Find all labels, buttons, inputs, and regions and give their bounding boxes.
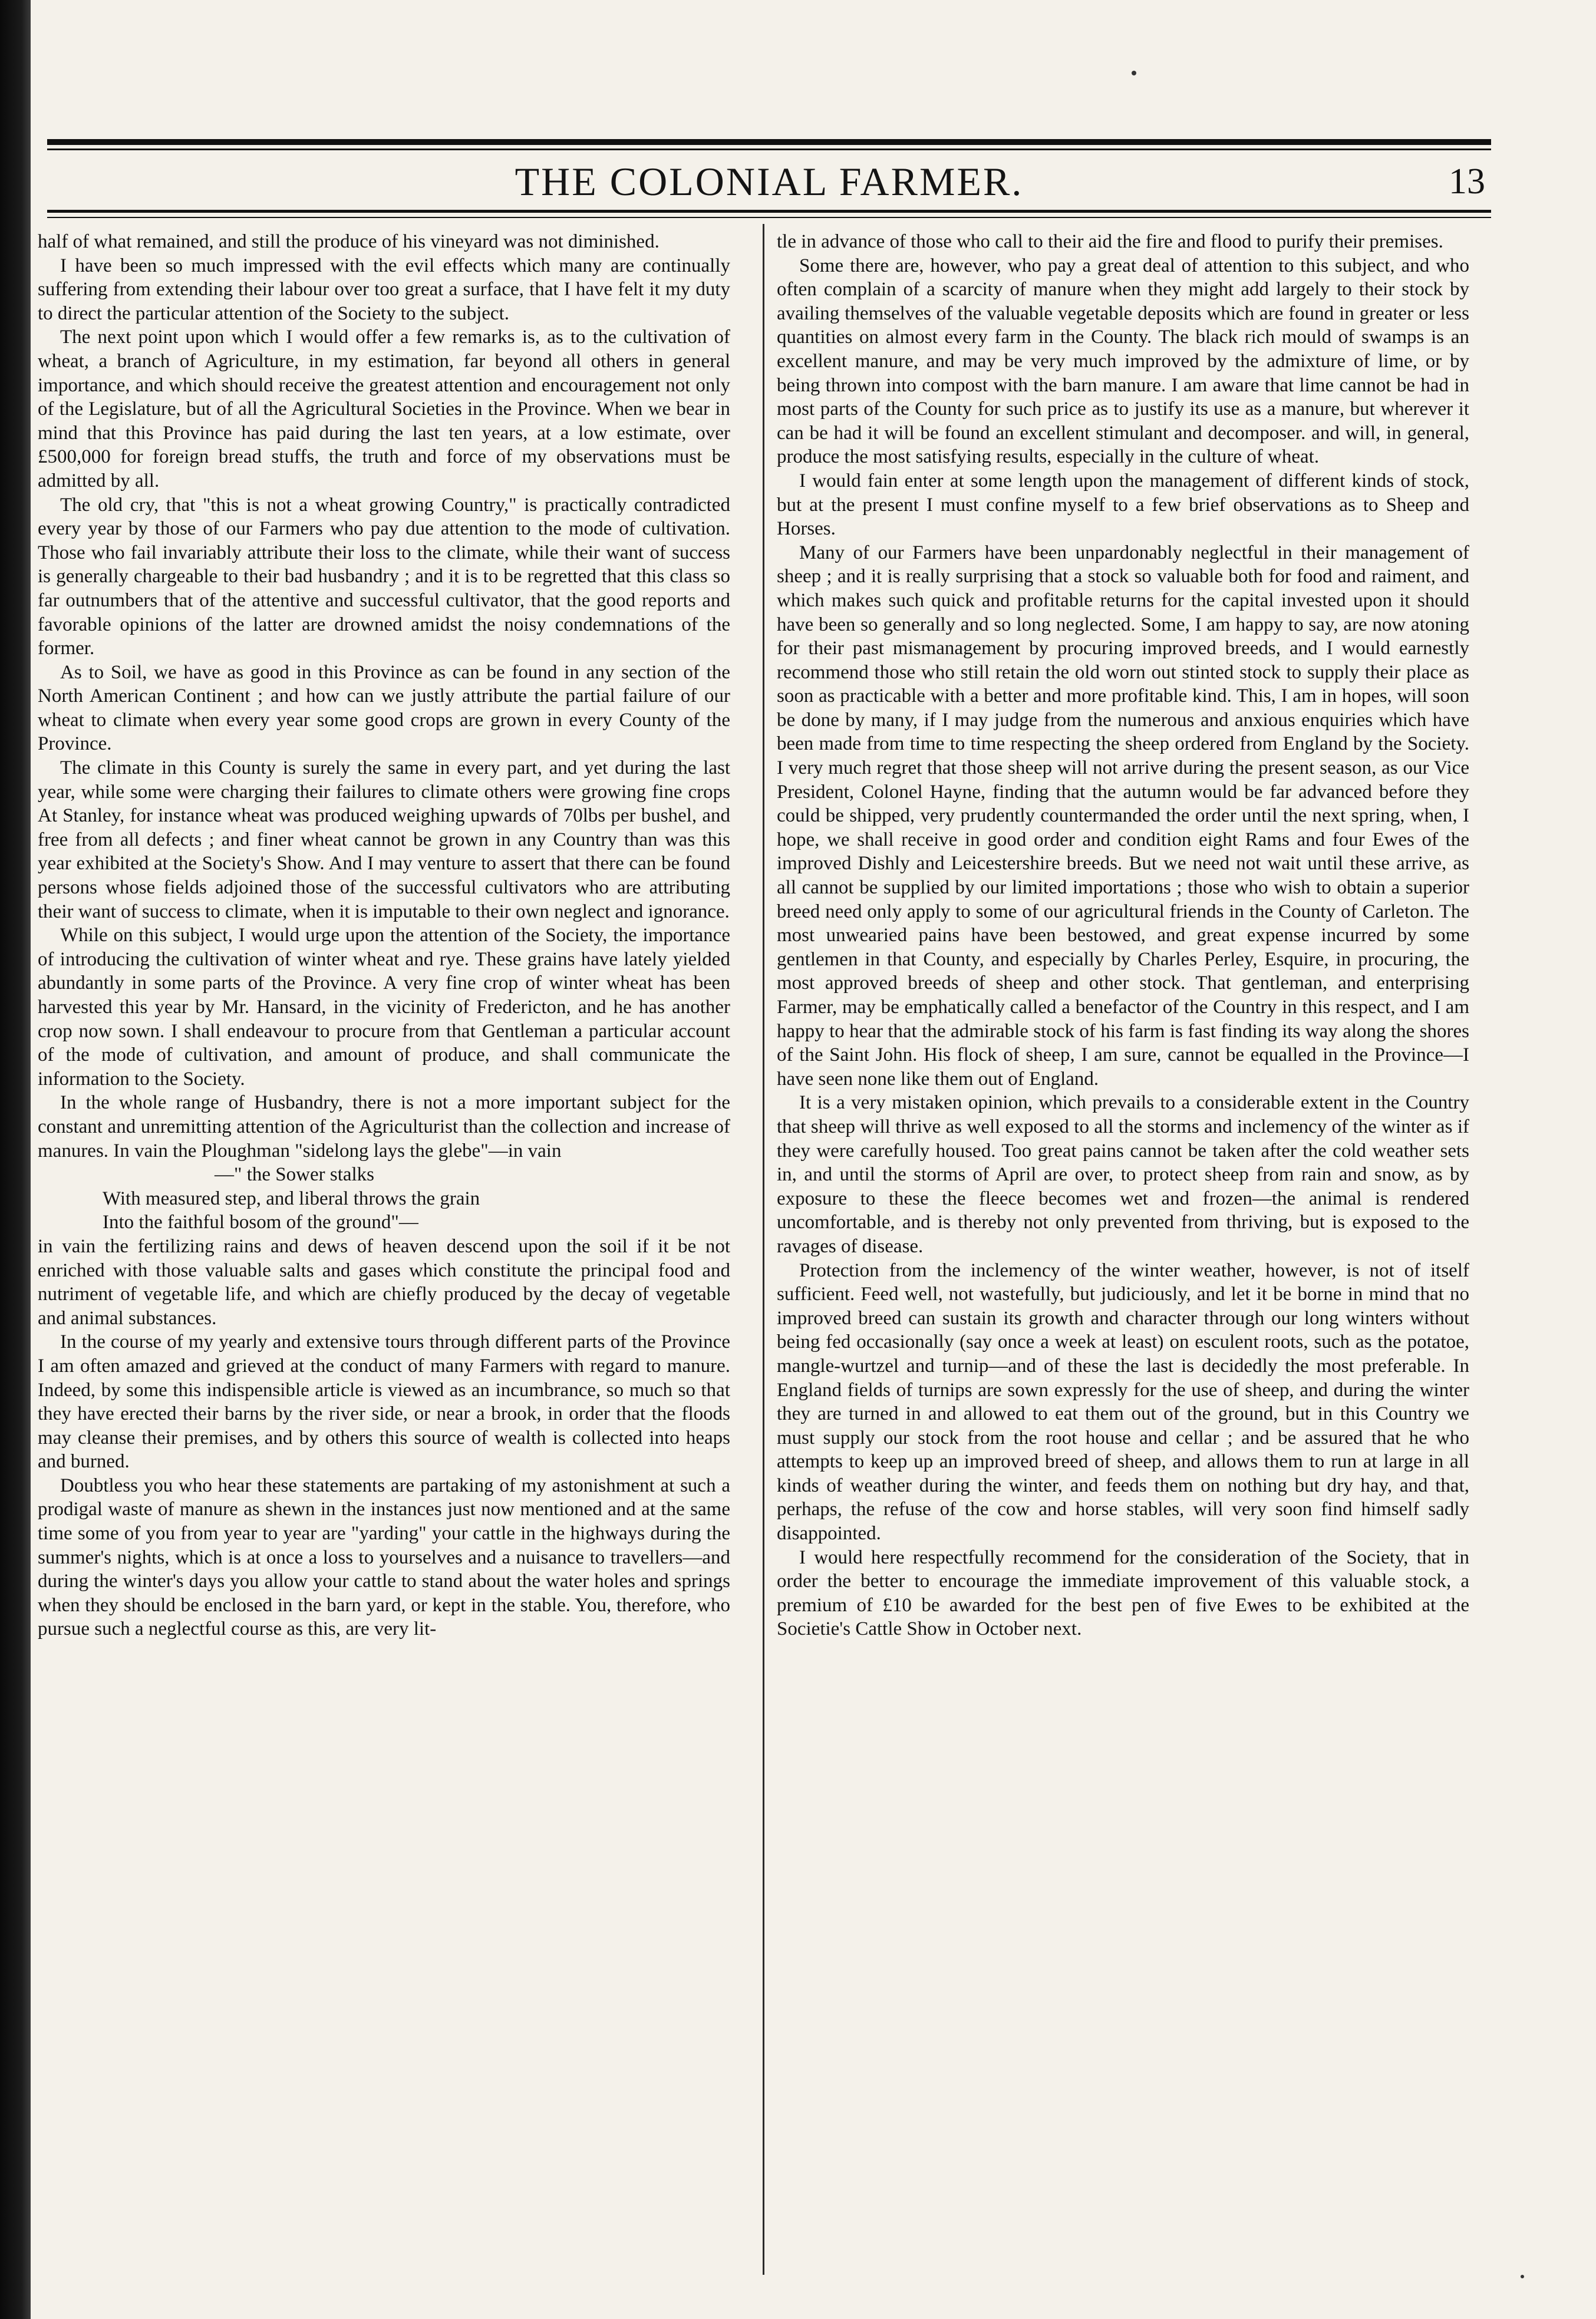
header-rule-thin [47, 149, 1491, 150]
verse-line: With measured step, and liberal throws the grain [103, 1187, 480, 1209]
paragraph: I have been so much impressed with the evil effects which many are continually suffering from extending their labour over too great a surface, that I have felt it my duty to direct the particular attention of the Society to the subject. [38, 255, 730, 324]
paragraph: Protection from the inclemency of the winter weather, however, is not of itself sufficient. Feed well, not wastefully, but judiciously, and let it be borne in mind that no improved breed can sustain its growth and character through our long winters without being fed occasionally (say once a week at least) on esculent roots, such as the potatoe, mangle-wurtzel and turnip—and of these the last is decidedly the most preferable. In England fields of turnips are sown expressly for the use of sheep, and during the winter they are turned in and allowed to eat them out of the ground, but in this Country we must supply our stock from the root house and cellar ; and be assured that he who attempts to keep up an improved breed of sheep, and allows them to run at large in all kinds of weather during the winter, and feeds them on nothing but dry hay, and that, perhaps, the refuse of the cow and horse stables, will very soon find himself sadly disappointed. [777, 1259, 1469, 1545]
paragraph: It is a very mistaken opinion, which prevails to a considerable extent in the Country that sheep will thrive as well exposed to all the storms and inclemency of the winter as if they were carefully housed. Too great pains cannot be taken after the cold weather sets in, and until the storms of April are over, to protect sheep from rain and snow, as by exposure to these the fleece becomes wet and frozen—the animal is rendered uncomfortable, and is thereby not only prevented from thriving, but is exposed to the ravages of disease. [777, 1092, 1469, 1257]
paragraph: The old cry, that "this is not a wheat growing Country," is practically contradicted every year by those of our Farmers who pay due attention to the mode of cultivation. Those who fail invariably attribute their loss to the climate, while their want of success is generally chargeable to their bad husbandry ; and it is to be regretted that this class so far outnumbers that of the attentive and successful cultivator, that the good reports and favorable opinions of the latter are drowned amidst the noisy condemnations of the former. [38, 494, 730, 659]
paragraph: As to Soil, we have as good in this Province as can be found in any section of the North American Continent ; and how can we justly attribute the partial failure of our wheat to climate when every year some good crops are grown in every County of the Province. [38, 661, 730, 755]
paragraph: tle in advance of those who call to their aid the fire and flood to purify their premises. [777, 231, 1443, 252]
page-header [47, 158, 1491, 205]
paragraph: The next point upon which I would offer a few remarks is, as to the cultivation of wheat, a branch of Agriculture, in my estimation, far beyond all others in general importance, and which should receive the greatest attention and encouragement not only of the Legislature, but of all the Agricultural Societies in the Province. When we bear in mind that this Province has paid during the last ten years, at a low estimate, over £500,000 for foreign bread stuffs, the truth and force of my observations must be admitted by all. [38, 326, 730, 491]
paragraph: The climate in this County is surely the same in every part, and yet during the last year, while some were charging their failures to climate others were growing fine crops At Stanley, for instance wheat was produced weighing upwards of 70lbs per bushel, and free from all defects ; and finer wheat cannot be grown in any Country than was this year exhibited at the Society's Show. And I may venture to assert that there can be found persons whose fields adjoined those of the successful cultivators who are attributing their want of success to climate, when it is imputable to their own neglect and ignorance. [38, 757, 730, 922]
verse-line: Into the faithful bosom of the ground"— [103, 1212, 418, 1233]
page-title: THE COLONIAL FARMER. [515, 159, 1024, 204]
paragraph: In the whole range of Husbandry, there is not a more important subject for the constant and unremitting attention of the Agriculturist than the collection and increase of manures. In vain the Ploughman "sidelong lays the glebe"—in vain [38, 1092, 730, 1162]
verse-quotation [38, 1163, 730, 1235]
paragraph: While on this subject, I would urge upon the attention of the Society, the importance of introducing the cultivation of winter wheat and rye. These grains have lately yielded abundantly in some parts of the Province. A very fine crop of winter wheat has been harvested this year by Mr. Hansard, in the vicinity of Fredericton, and he has another crop now sown. I shall endeavour to procure from that Gentleman a particular account of the mode of cultivation, and amount of produce, and shall communicate the information to the Society. [38, 925, 730, 1090]
right-column [777, 230, 1469, 2269]
page-binding-edge [0, 0, 31, 2319]
paragraph: Doubtless you who hear these statements are partaking of my astonishment at such a prodigal waste of manure as shewn in the instances just now mentioned and at the same time some of you from year to year are "yarding" your cattle in the highways during the summer's nights, which is at once a loss to yourselves and a nuisance to travellers—and during the winter's days you allow your cattle to stand about the water holes and springs when they should be enclosed in the barn yard, or kept in the stable. You, therefore, who pursue such a neglectful course as this, are very lit- [38, 1474, 730, 1640]
header-underline-thin [47, 217, 1491, 218]
paragraph: In the course of my yearly and extensive tours through different parts of the Province I am often amazed and grieved at the conduct of many Farmers with regard to manure. Indeed, by some this indispensible article is viewed as an incumbrance, so much so that they have erected their barns by the river side, or near a brook, in order that the floods may cleanse their premises, and by others this source of wealth is collected into heaps and burned. [38, 1331, 730, 1473]
header-underline [47, 210, 1491, 213]
paper-speck [1132, 71, 1136, 75]
paragraph: in vain the fertilizing rains and dews of heaven descend upon the soil if it be not enriched with those valuable salts and gases which constitute the principal food and nutriment of vegetable life, and which are chiefly produced by the decay of vegetable and animal substances. [38, 1235, 730, 1329]
header-rule-thick [47, 139, 1491, 145]
left-column [38, 230, 730, 2269]
paragraph: Many of our Farmers have been unpardonably neglectful in their management of sheep ; and it is really surprising that a stock so valuable both for food and raiment, and which makes such quick and profitable returns for the capital invested upon it should have been so generally and so long neglected. Some, I am happy to say, are now atoning for their past mismanagement by procuring improved breeds, and I would earnestly recommend those who still retain the old worn out stinted stock to supply their place as soon as practicable with a better and more profitable kind. This, I am in hopes, will soon be done by many, if I may judge from the numerous and anxious enquiries which have been made from time to time respecting the sheep ordered from England by the Society. I very much regret that those sheep will not arrive during the present season, as our Vice President, Colonel Hayne, finding that the autumn would be far advanced before they could be shipped, very prudently countermanded the order until the next spring, when, I hope, we shall receive in good order and condition eight Rams and four Ewes of the improved Dishly and Leicestershire breeds. But we need not wait until these arrive, as all cannot be supplied by our limited importations ; those who wish to obtain a superior breed need only apply to some of our agricultural friends in the County of Carleton. The most unwearied pains have been bestowed, and great expense incurred by some gentlemen in that County, and especially by Charles Perley, Esquire, in procuring, the most approved breeds of sheep and other stock. That gentleman, and enterprising Farmer, may be emphatically called a benefactor of the Country in this respect, and I am happy to hear that the admirable stock of his farm is fast finding its way along the shores of the Saint John. His flock of sheep, I am sure, cannot be equalled in the Province—I have seen none like them out of England. [777, 542, 1469, 1090]
page-number: 13 [1449, 161, 1485, 202]
paper-speck [1521, 2275, 1524, 2278]
paragraph: I would here respectfully recommend for the consideration of the Society, that in order the better to encourage the immediate improvement of this valuable stock, a premium of £10 be awarded for the best pen of five Ewes to be exhibited at the Societie's Cattle Show in October next. [777, 1546, 1469, 1640]
paragraph: half of what remained, and still the produce of his vineyard was not diminished. [38, 231, 659, 252]
paragraph: Some there are, however, who pay a great deal of attention to this subject, and who often complain of a scarcity of manure when they might add largely to their stock by availing themselves of the valuable vegetable deposits which are found in greater or less quantities on almost every farm in the County. The black rich mould of swamps is an excellent manure, and may be very much improved by the admixture of lime, or by being thrown into compost with the barn manure. I am aware that lime cannot be had in most parts of the County for such price as to justify its use as a manure, but wherever it can be had it will be found an excellent stimulant and decomposer. and will, in general, produce the most satisfying results, especially in the culture of wheat. [777, 255, 1469, 468]
verse-line: —" the Sower stalks [215, 1164, 375, 1186]
paragraph: I would fain enter at some length upon the management of different kinds of stock, but at the present I must confine myself to a few brief observations as to Sheep and Horses. [777, 470, 1469, 540]
column-divider [763, 224, 764, 2275]
